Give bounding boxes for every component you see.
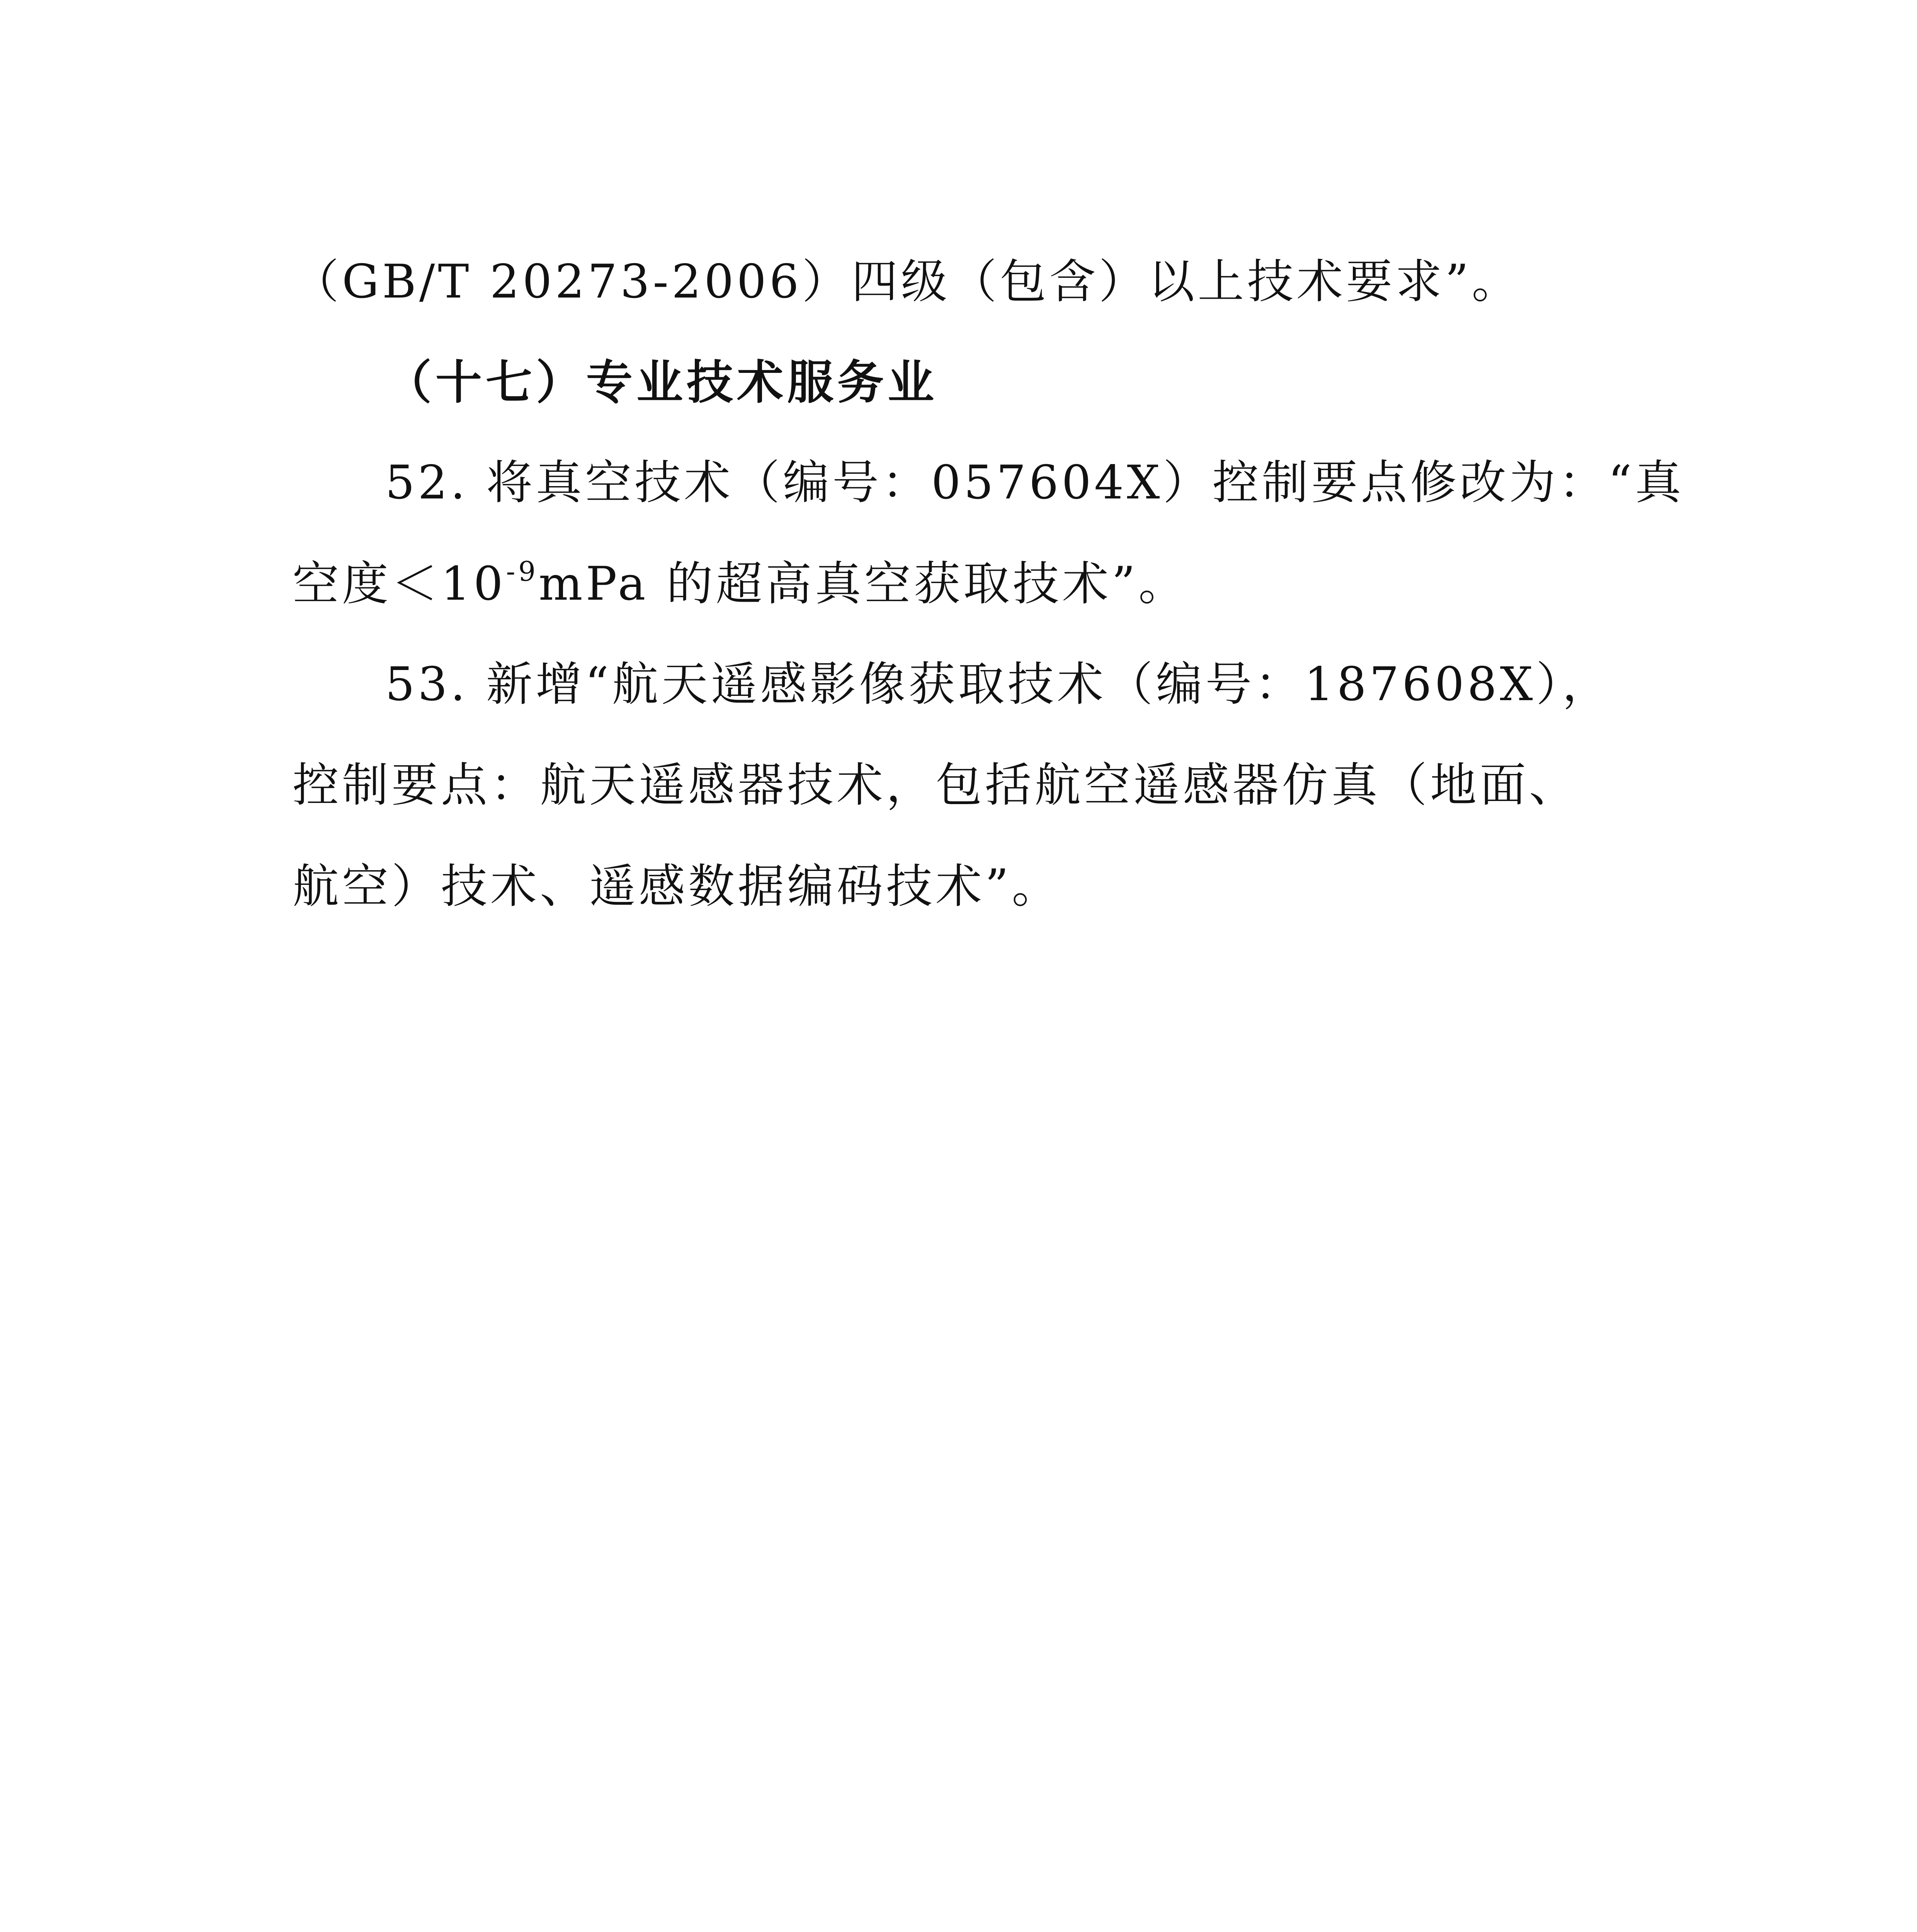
paragraph-line-continuation: （GB/T 20273-2006）四级（包含）以上技术要求”。 [293,255,1521,309]
item-52-line-2 [293,555,1188,613]
item-52-text-before-exponent: 空度＜10 [293,557,506,611]
item-52-text-after-exponent: mPa 的超高真空获取技术”。 [538,557,1188,611]
item-53-line-3: 航空）技术、遥感数据编码技术”。 [293,860,1061,913]
item-52-line-1: 52. 将真空技术（编号：057604X）控制要点修改为：“真 [385,456,1684,510]
item-53-line-1: 53. 新增“航天遥感影像获取技术（编号：187608X）， [385,658,1612,711]
item-53-line-2: 控制要点：航天遥感器技术，包括航空遥感器仿真（地面、 [293,759,1579,812]
section-heading: （十七）专业技术服务业 [385,355,938,410]
exponent-superscript: -9 [506,556,539,587]
